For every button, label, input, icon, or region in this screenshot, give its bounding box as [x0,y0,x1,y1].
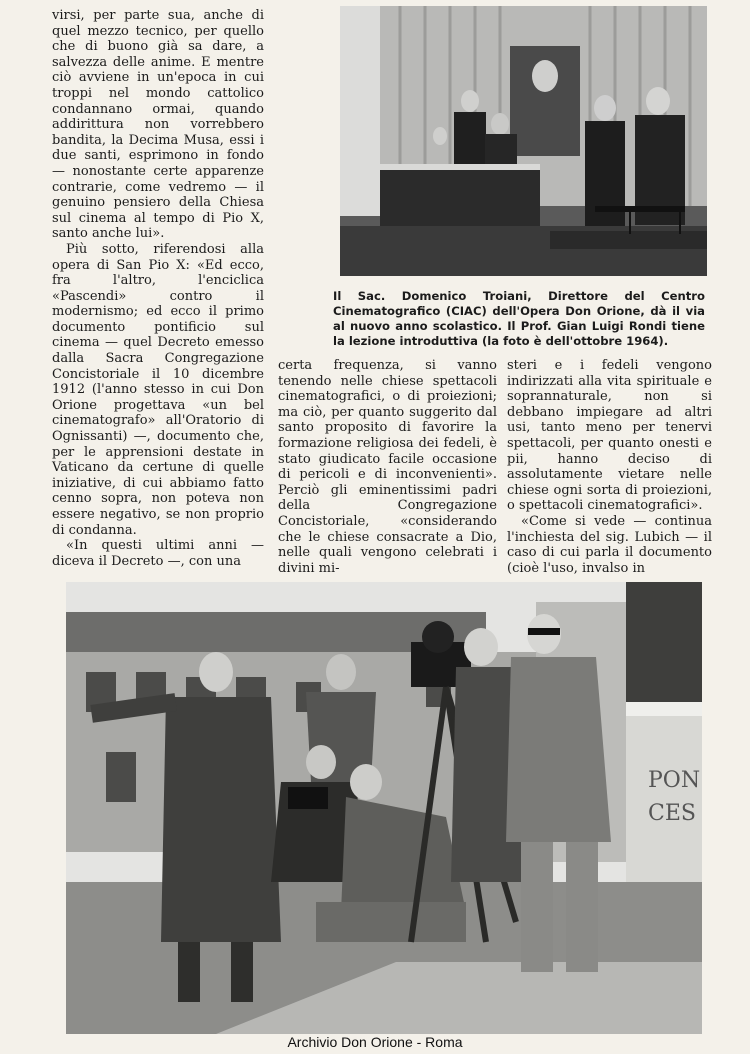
article-column-middle [278,358,497,576]
photo-caption: Il Sac. Domenico Troiani, Direttore del Centro Cinematografico (CIAC) dell'Opera Don Orione, dà il via al nuovo anno scolastico. Il Prof. Gian Luigi Rondi tiene la lezione introduttiva (la foto è dell'ottobre 1964). [333,289,705,348]
article-column-right [507,358,712,576]
film-crew-photo [66,582,702,1034]
sign-text-line1: PON [648,768,701,793]
paragraph: Più sotto, riferendosi alla opera di San Pio X: «Ed ecco, fra l'altro, l'enciclica «Pascendi» contro il modernismo; ed ecco il primo documento pontificio sul cinema — quel Decreto emesso dalla Sacra Congregazione Concistoriale il 10 dicembre 1912 (l'anno stesso in cui Don Orione progettava «un bel cinematografo» all'Oratorio di Ognissanti) —, documento che, per le apprensioni destate in Vaticano da certune di quelle iniziative, di cui abbiamo fatto cenno sopra, non poteva non essere negativo, se non proprio di condanna. [52,241,264,538]
film-crew-photo-image [66,582,702,1034]
archive-label: Archivio Don Orione - Roma [287,1034,463,1050]
article-column-left [52,8,264,569]
paragraph: virsi, per parte sua, anche di quel mezzo tecnico, per quello che di buono già sa dare, a salvezza delle anime. E mentre ciò avviene in un'epoca in cui troppi nel mondo cattolico condannano ormai, quando addirittura non vorrebbero bandita, la Decima Musa, essi i due santi, esprimono in fondo — nonostante certe apparenze contrarie, come vedremo — il genuino pensiero della Chiesa sul cinema al tempo di Pio X, santo anche lui». [52,8,264,242]
sign-text-line2: CES [648,801,696,826]
paragraph: «In questi ultimi anni — diceva il Decreto —, con una [52,538,264,569]
paragraph: certa frequenza, si vanno tenendo nelle chiese spettacoli cinematografici, o di proiezioni; ma ciò, per quanto suggerito dal santo proposito di favorire la formazione religiosa dei fedeli, è stato giudicato facile occasione di pericoli e di inconvenienti». Perciò gli eminentissimi padri della Congregazione Concistoriale, «considerando che le chiese consacrate a Dio, nelle quali vengono celebrati i divini mi- [278,358,497,576]
lecture-photo [340,6,707,276]
lecture-photo-image [340,6,707,276]
paragraph: «Come si vede — continua l'inchiesta del sig. Lubich — il caso di cui parla il documento (cioè l'uso, invalso in [507,513,712,576]
paragraph: steri e i fedeli vengono indirizzati alla vita spirituale e soprannaturale, non si debbano impiegare ad altri usi, tanto meno per tenervi spettacoli, per quanto onesti e pii, hanno deciso di assolutamente vietare nelle chiese ogni sorta di proiezioni, o spettacoli cinematografici». [507,358,712,514]
